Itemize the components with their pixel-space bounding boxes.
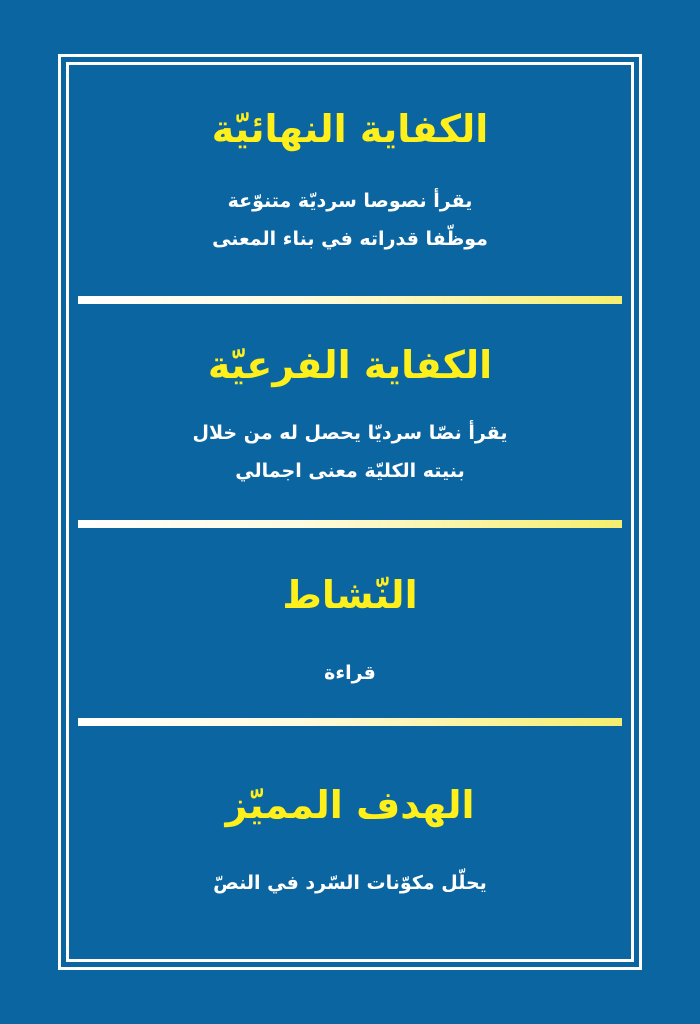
final-competency-title: الكفاية النهائيّة — [211, 107, 489, 151]
section-divider-3 — [78, 718, 622, 726]
section-activity — [66, 570, 634, 692]
final-competency-line-1: يقرأ نصوصا سرديّة متنوّعة — [227, 190, 473, 212]
sub-competency-line-1: يقرأ نصّا سرديّا يحصل له من خلال — [192, 422, 508, 444]
section-divider-1 — [78, 296, 622, 304]
activity-title: النّشاط — [282, 573, 418, 617]
distinctive-goal-description — [66, 864, 634, 902]
distinctive-goal-title: الهدف المميّز — [225, 783, 475, 827]
final-competency-description — [66, 182, 634, 258]
section-distinctive-goal — [66, 780, 634, 902]
activity-line-1: قراءة — [324, 662, 376, 684]
final-competency-line-2: موظّفا قدراته في بناء المعنى — [212, 228, 488, 250]
distinctive-goal-line-1: يحلّل مكوّنات السّرد في النصّ — [213, 872, 487, 894]
sub-competency-title: الكفاية الفرعيّة — [207, 343, 493, 387]
sub-competency-line-2: بنيته الكليّة معنى اجمالي — [235, 460, 465, 482]
section-final-competency — [66, 104, 634, 258]
sub-competency-description — [66, 414, 634, 490]
activity-description — [66, 654, 634, 692]
section-divider-2 — [78, 520, 622, 528]
section-sub-competency — [66, 340, 634, 490]
